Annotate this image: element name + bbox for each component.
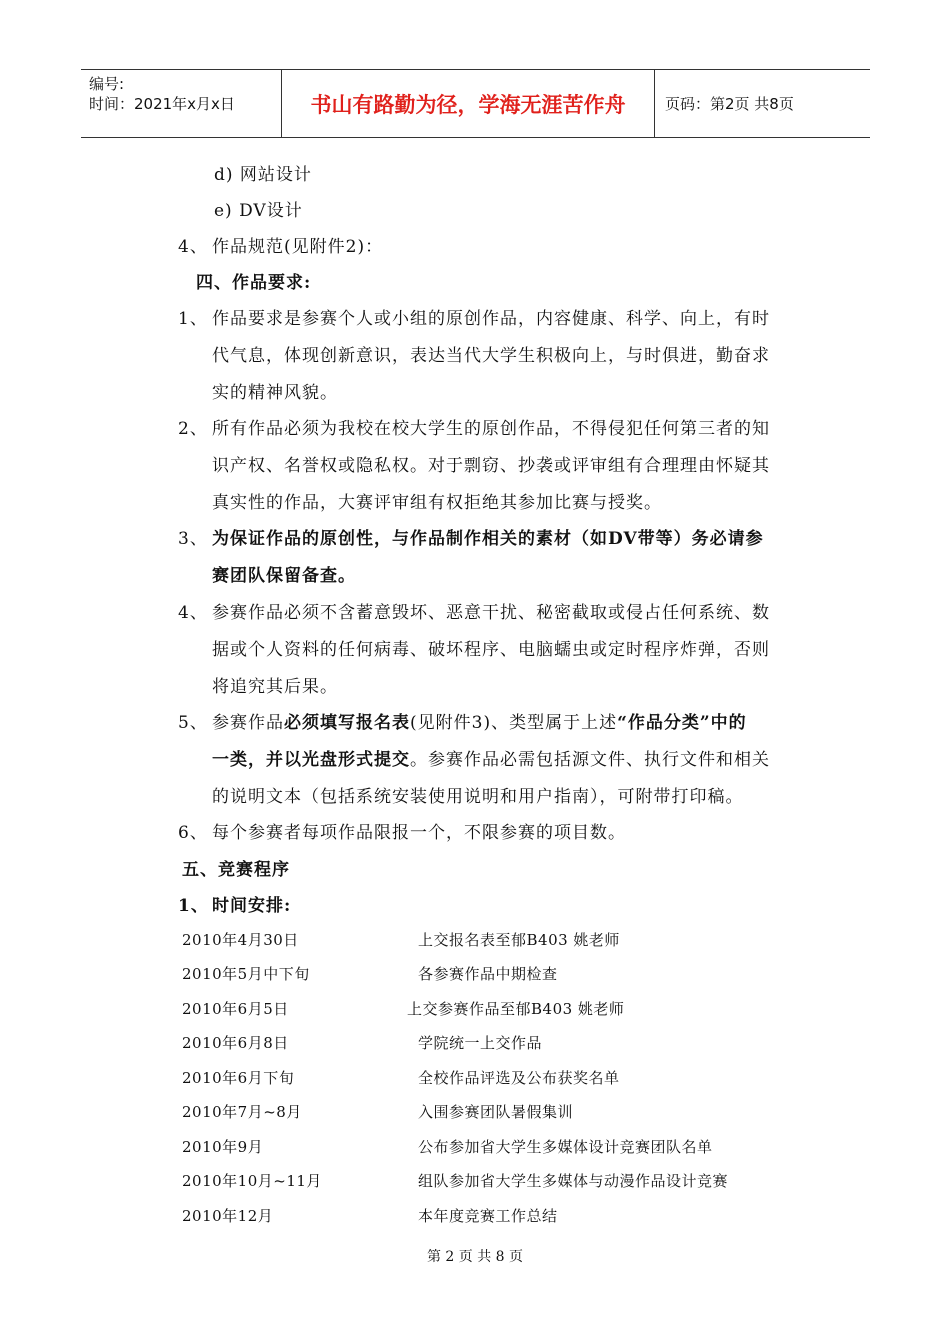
requirement-2-line-3: 真实性的作品，大赛评审组有权拒绝其参加比赛与授奖。 [212, 493, 662, 513]
requirement-1-line-1 [178, 304, 770, 329]
requirement-5-line-3: 的说明文本（包括系统安装使用说明和用户指南），可附带打印稿。 [212, 787, 744, 807]
schedule-task: 全校作品评选及公布获奖名单 [418, 1069, 620, 1087]
requirement-2-line-1 [178, 414, 770, 439]
requirement-1-line-2: 代气息，体现创新意识，表达当代大学生积极向上，与时俱进，勤奋求 [212, 346, 770, 366]
schedule-date: 2010年6月下旬 [182, 1069, 295, 1087]
schedule-date: 2010年9月 [182, 1138, 264, 1156]
requirement-4-line-3: 将追究其后果。 [212, 677, 338, 697]
schedule-task: 组队参加省大学生多媒体与动漫作品设计竞赛 [418, 1172, 729, 1190]
item-number: 4、 [178, 603, 208, 623]
list-item-e: e) DV设计 [214, 201, 303, 221]
section-title-4: 四、作品要求: [196, 273, 312, 293]
schedule-task: 上交报名表至郁B403 姚老师 [418, 931, 620, 949]
schedule-date: 2010年6月8日 [182, 1034, 289, 1052]
section-title-5: 五、竞赛程序 [182, 860, 290, 880]
schedule-task: 各参赛作品中期检查 [418, 965, 558, 983]
item-number: 4、 [178, 237, 208, 257]
item-number: 6、 [178, 823, 208, 843]
requirement-5-line-2 [212, 745, 770, 770]
list-item-4 [178, 232, 383, 257]
header-motto-cell [281, 70, 655, 137]
item-text: 作品要求是参赛个人或小组的原创作品，内容健康、科学、向上，有时 [212, 309, 770, 329]
requirement-3-line-2: 赛团队保留备查。 [212, 566, 356, 586]
schedule-task: 公布参加省大学生多媒体设计竞赛团队名单 [418, 1138, 713, 1156]
header-left-cell [81, 70, 281, 137]
item-text-plain: (见附件3)、类型属于上述 [410, 713, 618, 733]
header-page-label: 页码：第2页 共8页 [665, 95, 794, 113]
schedule-task: 入围参赛团队暑假集训 [418, 1103, 574, 1121]
requirement-1-line-3: 实的精神风貌。 [212, 383, 338, 403]
schedule-task: 学院统一上交作品 [418, 1034, 543, 1052]
item-text-plain: 参赛作品 [212, 713, 284, 733]
item-text-bold: 必须填写报名表 [284, 713, 410, 733]
requirement-2-line-2: 识产权、名誉权或隐私权。对于剽窃、抄袭或评审组有合理理由怀疑其 [212, 456, 770, 476]
item-number: 3、 [178, 529, 208, 549]
schedule-date: 2010年12月 [182, 1207, 274, 1225]
item-text: 所有作品必须为我校在校大学生的原创作品，不得侵犯任何第三者的知 [212, 419, 770, 439]
requirement-5-line-1 [178, 708, 747, 733]
schedule-date: 2010年7月~8月 [182, 1103, 302, 1121]
item-text: 参赛作品必须不含蓄意毁坏、恶意干扰、秘密截取或侵占任何系统、数 [212, 603, 770, 623]
page-footer: 第 2 页 共 8 页 [426, 1249, 524, 1265]
item-number: 1、 [178, 309, 208, 329]
requirement-6 [178, 818, 626, 843]
schedule-date: 2010年6月5日 [182, 1000, 289, 1018]
doc-time-label: 时间：2021年x月x日 [89, 95, 235, 113]
item-number: 2、 [178, 419, 208, 439]
item-text: 为保证作品的原创性，与作品制作相关的素材（如DV带等）务必请参 [212, 529, 764, 549]
item-text-plain: 。参赛作品必需包括源文件、执行文件和相关 [410, 750, 770, 770]
requirement-4-line-2: 据或个人资料的任何病毒、破坏程序、电脑蠕虫或定时程序炸弹，否则 [212, 640, 770, 660]
page-header [81, 69, 870, 138]
item-text: 每个参赛者每项作品限报一个，不限参赛的项目数。 [212, 823, 626, 843]
header-page-cell [655, 70, 870, 137]
schedule-date: 2010年5月中下旬 [182, 965, 310, 983]
list-item-d: d) 网站设计 [214, 165, 312, 185]
item-text-bold: “作品分类”中的 [617, 713, 747, 733]
subsection-1 [178, 891, 291, 916]
schedule-task: 上交参赛作品至郁B403 姚老师 [407, 1000, 625, 1018]
item-text: 作品规范(见附件2)： [212, 237, 384, 257]
schedule-task: 本年度竞赛工作总结 [418, 1207, 558, 1225]
requirement-3-line-1 [178, 524, 764, 549]
header-motto: 书山有路勤为径，学海无涯苦作舟 [310, 92, 626, 117]
schedule-date: 2010年10月~11月 [182, 1172, 322, 1190]
requirement-4-line-1 [178, 598, 770, 623]
item-text: 时间安排: [212, 896, 292, 916]
item-number: 1、 [178, 896, 209, 916]
doc-number-label: 编号: [89, 75, 125, 93]
item-text-bold: 一类，并以光盘形式提交 [212, 750, 410, 770]
schedule-date: 2010年4月30日 [182, 931, 299, 949]
item-number: 5、 [178, 713, 208, 733]
